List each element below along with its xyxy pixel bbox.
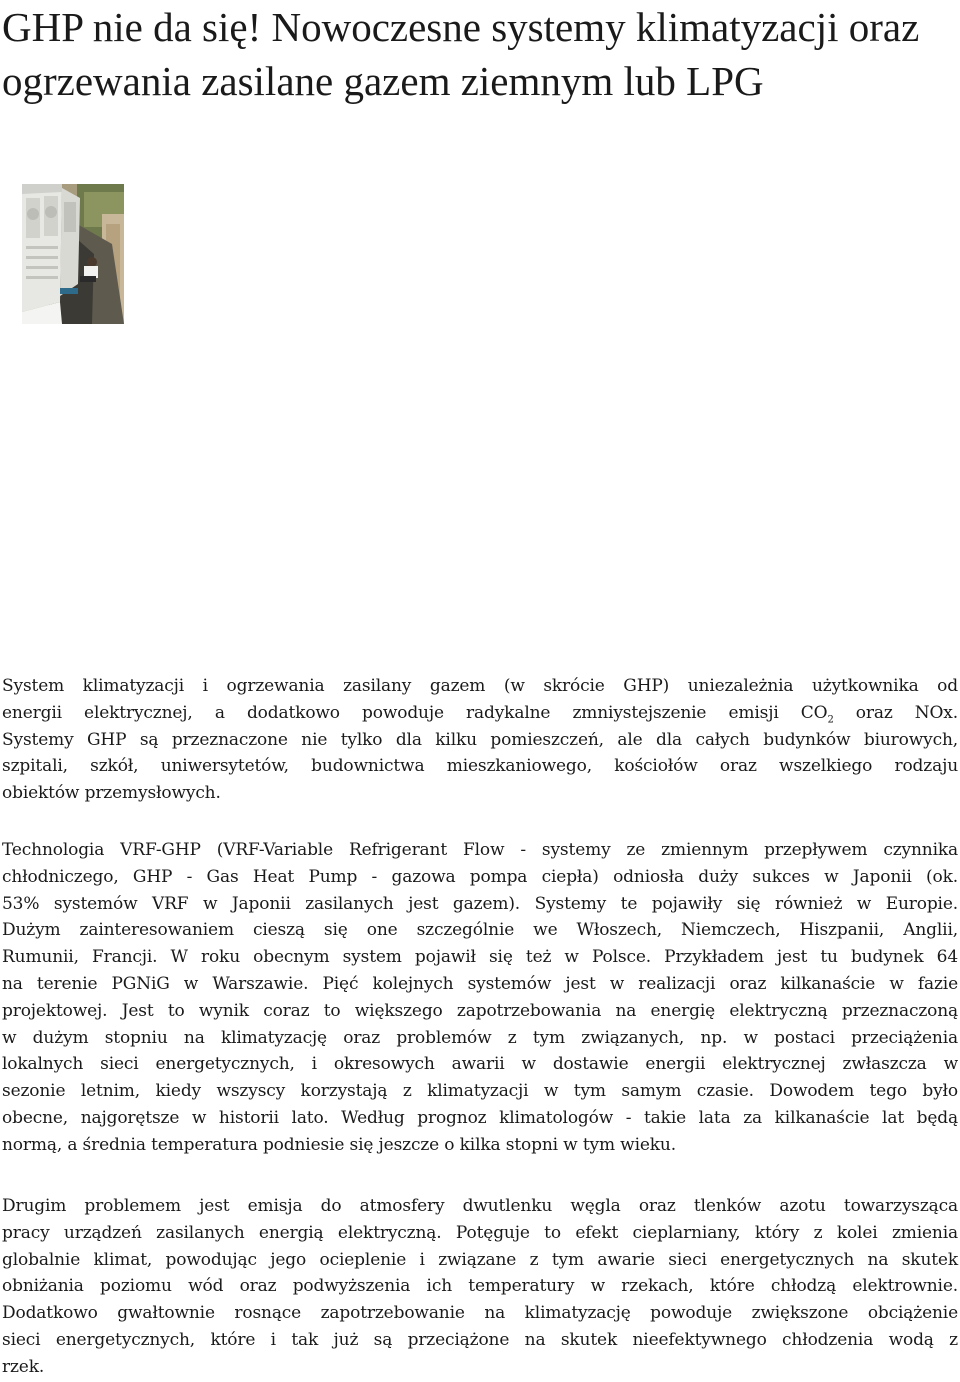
- paragraph-2-line: w dużym stopniu na klimatyzację oraz problemów z tym związanych, np. w postaci przeciążenia: [2, 1027, 958, 1048]
- article-title: GHP nie da się! Nowoczesne systemy klimatyzacji oraz ogrzewania zasilane gazem ziemnym lub LPG: [2, 4, 920, 104]
- paragraph-3-line: pracy urządzeń zasilanych energią elektryczną. Potęguje to efekt cieplarniany, który z kolei zmienia: [2, 1222, 958, 1243]
- paragraph-2-line: projektowej. Jest to wynik coraz to większego zapotrzebowania na energię elektryczną przeznaczoną: [2, 1000, 958, 1021]
- paragraph-2-line: 53% systemów VRF w Japonii zasilanych jest gazem). Systemy te pojawiły się również w Europie.: [2, 893, 958, 914]
- paragraph-3-line: globalnie klimat, powodując jego ocieplenie i związane z tym awarie sieci energetycznych na skutek: [2, 1249, 958, 1270]
- subscript: 2: [827, 714, 834, 726]
- paragraph-3-line: rzek.: [2, 1356, 45, 1377]
- paragraph-3: [2, 1193, 958, 1381]
- paragraph-2-line: chłodniczego, GHP - Gas Heat Pump - gazowa pompa ciepła) odniosła duży sukces w Japonii (ok.: [2, 866, 958, 887]
- paragraph-1-line: obiektów przemysłowych.: [2, 783, 221, 804]
- text-segment: oraz NOx.: [833, 702, 958, 723]
- paragraph-2-line: na terenie PGNiG w Warszawie. Pięć kolejnych systemów jest w realizacji oraz kilkanaście w fazie: [2, 973, 958, 994]
- text-segment: energii elektrycznej, a dodatkowo powoduje radykalne zmniystejszenie emisji CO: [2, 702, 828, 723]
- paragraph-1-line: System klimatyzacji i ogrzewania zasilany gazem (w skrócie GHP) uniezależnia użytkownika od: [2, 676, 958, 696]
- paragraph-2: [2, 837, 958, 1159]
- paragraph-2-line: normą, a średnia temperatura podniesie się jeszcze o kilka stopni w tym wieku.: [2, 1134, 676, 1155]
- paragraph-2-line: Dużym zainteresowaniem cieszą się one szczególnie we Włoszech, Niemczech, Hiszpanii, Anglii,: [2, 920, 958, 941]
- paragraph-3-line: sieci energetycznych, które i tak już są przeciążone na skutek nieefektywnego chłodzenia wodą z: [2, 1329, 958, 1350]
- paragraph-1-line: Systemy GHP są przeznaczone nie tylko dla kilku pomieszczeń, ale dla całych budynków biurowych,: [2, 729, 958, 750]
- paragraph-2-line: obecne, najgorętsze w historii lato. Według prognoz klimatologów - takie lata za kilkanaście lat będą: [2, 1107, 958, 1128]
- paragraph-3-line: Drugim problemem jest emisja do atmosfery dwutlenku węgla oraz tlenków azotu towarzysząca: [2, 1196, 958, 1216]
- paragraph-3-line: Dodatkowo gwałtownie rosnące zapotrzebowanie na klimatyzację powoduje zwiększone obciążenie: [2, 1303, 958, 1324]
- paragraph-2-line: sezonie letnim, kiedy wszyscy korzystają z klimatyzacji w tym samym czasie. Dowodem tego było: [2, 1081, 958, 1102]
- paragraph-2-line: lokalnych sieci energetycznych, i okresowych awarii w dostawie energii elektrycznej zwłaszcza w: [2, 1054, 958, 1075]
- paragraph-2-line: Technologia VRF-GHP (VRF-Variable Refrigerant Flow - systemy ze zmiennym przepływem czynnika: [2, 840, 958, 860]
- paragraph-1-line: szpitali, szkół, uniwersytetów, budownictwa mieszkaniowego, kościołów oraz wszelkiego rodzaju: [2, 756, 958, 777]
- photo-outdoor-ac-units-icon: [22, 184, 124, 324]
- paragraph-1-line-emissions: [2, 700, 958, 727]
- paragraph-3-line: obniżania poziomu wód oraz podwyższenia ich temperatury w rzekach, które chłodzą elektrownie.: [2, 1276, 958, 1297]
- paragraph-1: [2, 673, 958, 807]
- paragraph-2-line: Rumunii, Francji. W roku obecnym system pojawił się też w Polsce. Przykładem jest tu budynek 64: [2, 947, 958, 968]
- article-photo: [22, 184, 124, 324]
